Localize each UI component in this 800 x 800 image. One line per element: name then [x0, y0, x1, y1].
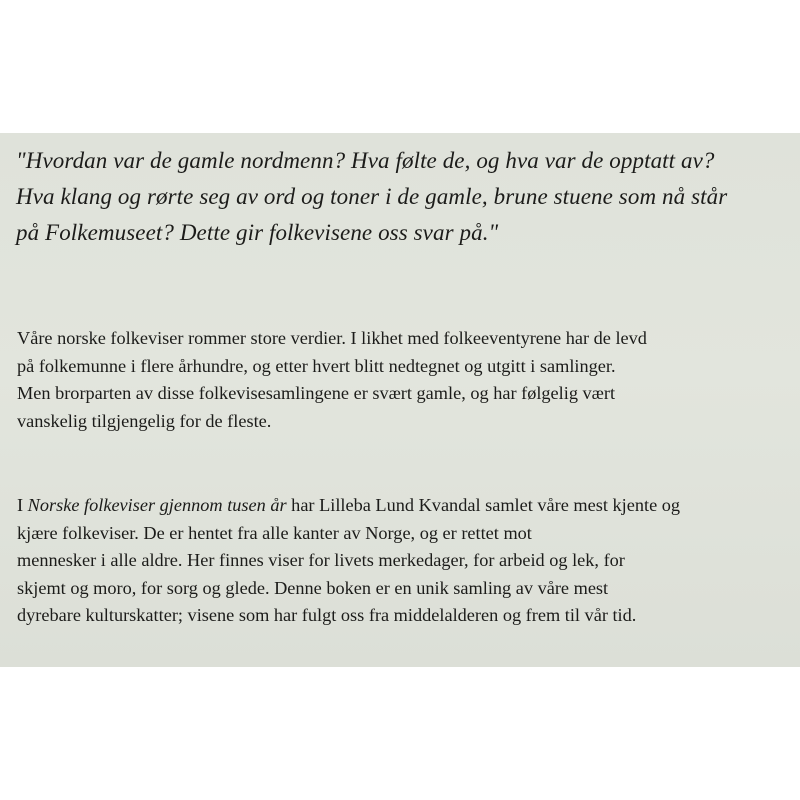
paragraph-line: [17, 492, 797, 520]
paragraph-line: Våre norske folkeviser rommer store verdier. I likhet med folkeeventyrene har de levd: [17, 328, 647, 348]
book-title: Norske folkeviser gjennom tusen år: [27, 495, 287, 515]
paragraph-line: Men brorparten av disse folkevisesamlingene er svært gamle, og har følgelig vært: [17, 383, 616, 403]
line-suffix: har Lilleba Lund Kvandal samlet våre mest kjente og: [286, 495, 681, 515]
description-paragraph-2: [17, 492, 797, 630]
intro-quote: [16, 143, 796, 251]
description-paragraph-1: [17, 325, 797, 435]
line-prefix: I: [17, 495, 28, 515]
paragraph-line: på folkemunne i flere århundre, og etter hvert blitt nedtegnet og utgitt i samlinger.: [17, 355, 616, 376]
paragraph-line: vanskelig tilgjengelig for de fleste.: [17, 410, 272, 431]
paragraph-line: mennesker i alle aldre. Her finnes viser for livets merkedager, for arbeid og lek, for: [17, 550, 625, 570]
paragraph-line: skjemt og moro, for sorg og glede. Denne boken er en unik samling av våre mest: [17, 577, 609, 598]
paragraph-line: kjære folkeviser. De er hentet fra alle kanter av Norge, og er rettet mot: [17, 522, 532, 543]
quote-line: Hva klang og rørte seg av ord og toner i de gamle, brune stuene som nå står: [16, 184, 728, 209]
quote-line: på Folkemuseet? Dette gir folkevisene oss svar på.": [16, 220, 499, 245]
paragraph-line: dyrebare kulturskatter; visene som har fulgt oss fra middelalderen og frem til vår tid.: [17, 605, 637, 625]
quote-line: "Hvordan var de gamle nordmenn? Hva følte de, og hva var de opptatt av?: [16, 148, 715, 173]
book-back-cover: [0, 133, 800, 667]
